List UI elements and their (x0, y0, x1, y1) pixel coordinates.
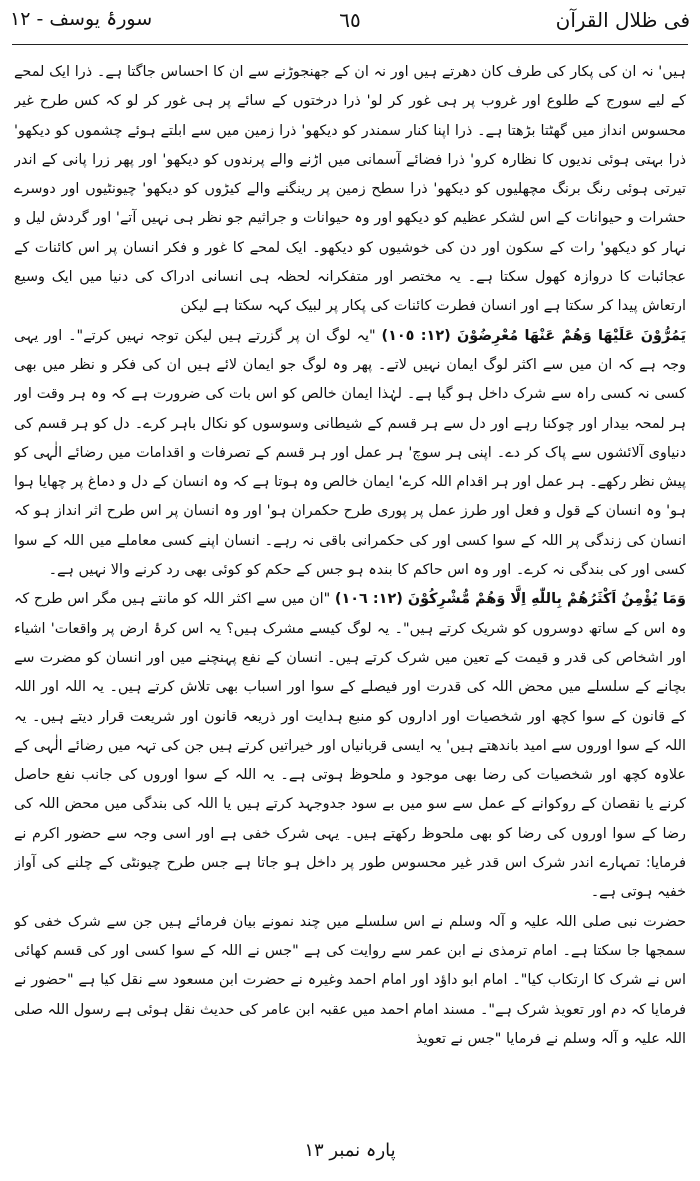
surah-title: سورۂ یوسف - ١٢ (10, 8, 153, 30)
para-number: پارہ نمبر ١٣ (304, 1140, 396, 1161)
quran-verse: وَمَا يُؤْمِنُ اَكْثَرُهُمْ بِاللّٰهِ اِلَّا وَهُمْ مُّشْرِكُوْنَ (١٢: ١٠٦) (334, 591, 686, 608)
paragraph-text: حضرت نبی صلی اللہ علیہ و آلہ وسلم نے اس سلسلے میں چند نمونے بیان فرمائے ہیں جن سے شرک خفی کو سمجھا جا سکتا ہے۔ امام ترمذی نے ابن عمر سے روایت کی ہے "جس نے اللہ کے سوا کسی اور کی قسم کھائی اس نے شرک کا ارتکاب کیا"۔ امام ابو داؤد اور امام احمد وغیرہ نے حضرت ابن مسعود سے نقل کیا ہے "حضور نے فرمایا کہ دم اور تعویذ شرک ہے"۔ مسند امام احمد میں عقبہ ابن عامر کی حدیث نقل ہوئی ہے رسول اللہ صلی اللہ علیہ و آلہ وسلم نے فرمایا "جس نے تعویذ (14, 913, 686, 1047)
paragraph-text: ہیں' نہ ان کی پکار کی طرف کان دھرتے ہیں اور نہ ان کے جھنجوڑنے سے ان کا احساس جاگتا ہے۔ ذرا ایک لمحے کے لیے سورج کے طلوع اور غروب پر ہی غور کر لو' ذرا درختوں کے سائے پر ہی غور کر لو کہ کس طرح غیر محسوس انداز میں گھٹتا بڑھتا ہے۔ ذرا اپنا کنار سمندر کو دیکھو' ذرا زمین میں سے ابلتے ہوئے چشموں کو دیکھو' ذرا بہتی ہوئی ندیوں کا نظارہ کرو' ذرا فضائے آسمانی میں اڑنے والے پرندوں کو دیکھو' اور پھر زرا پانی کے اندر تیرتی ہوئی رنگ برنگ مچھلیوں کو دیکھو' ذرا سطح زمین پر رینگنے والے کیڑوں کو دیکھو' چیونٹیوں اور دوسرے حشرات و حیوانات کے اس لشکر عظیم کو دیکھو اور وہ حیوانات و جراثیم جو نظر ہی نہیں آتے' اور گردش لیل و نہار کو دیکھو' رات کے سکون اور دن کی خوشیوں کو دیکھو۔ ایک لمحے کا غور و فکر انسان پر اس کائنات کے عجائبات کا دروازہ کھول سکتا ہے۔ یہ مختصر اور متفکرانہ لحظہ ہی انسانی ادراک کی دنیا میں ایک وسیع ارتعاش پیدا کر سکتا ہے اور انسان فطرت کائنات کی پکار پر لبیک کہہ سکتا ہے لیکن (14, 64, 686, 315)
paragraph-text: "ان میں سے اکثر اللہ کو مانتے ہیں مگر اس طرح کہ وہ اس کے ساتھ دوسروں کو شریک کرتے ہیں"۔ یہ لوگ کیسے مشرک ہیں؟ یہ اس کرۂ ارض پر واقعات' اشیاء اور اشخاص کی قدر و قیمت کے تعین میں شرک کرتے ہیں۔ انسان کے نفع پہنچنے میں اور انسان کو مضرت سے بچانے کے سلسلے میں محض اللہ کی قدرت اور فیصلے کے سوا اور اسباب بھی تلاش کرتے ہیں۔ یہ اللہ اور اللہ کے قانون کے سوا کچھ اور شخصیات اور اداروں کو منبع ہدایت اور ذریعہ قانون اور شریعت قرار دیتے ہیں۔ یہ اللہ کے سوا اوروں سے امید باندھتے ہیں' یہ ایسی قربانیاں اور خیراتیں کرتے ہیں جن کی تہہ میں رضائے الٰہی کے علاوہ کچھ اور شخصیات کی رضا بھی موجود و ملحوظ ہوتی ہے۔ یہ اللہ کے سوا اوروں کی جانب نفع حاصل کرنے یا نقصان کے روکوانے کے عمل سے سو میں بے سود جدوجہد کرتے ہیں یا اللہ کی بندگی میں محض اللہ کی رضا کے سوا اوروں کی رضا کو بھی ملحوظ رکھتے ہیں۔ یہی شرک خفی ہے اور اسی وجہ سے حضور اکرم نے فرمایا: تمہارے اندر شرک اس قدر غیر محسوس طور پر داخل ہو جاتا ہے جس طرح چیونٹی کے چلنے کی آواز خفیہ ہوتی ہے۔ (14, 591, 686, 901)
paragraph-text: "یہ لوگ ان پر گزرتے ہیں لیکن توجہ نہیں کرتے"۔ اور یہی وجہ ہے کہ ان میں سے اکثر لوگ ایمان نہیں لاتے۔ پھر وہ لوگ جو ایمان لائے ہیں ان کی فکر و نظر میں بھی کسی نہ کسی راہ سے شرک داخل ہو گیا ہے۔ لہٰذا ایمان خالص کو اس بات کی ضرورت ہے کہ وہ ہر وقت اور ہر لمحہ بیدار اور چوکنا رہے اور دل سے ہر قسم کے شیطانی وسوسوں کو نکال باہر کرے۔ دل کو ہر قسم کی دنیاوی آلائشوں سے پاک کر دے۔ اپنی ہر سوچ' ہر عمل اور ہر قسم کے تصرفات و اقدامات میں رضائے الٰہی کو پیش نظر رکھے۔ ہر عمل اور ہر اقدام اللہ کرے' ایمان خالص وہ ہوتا ہے کہ وہ انسان کے دل و دماغ پر چھایا ہوا ہو' وہ انسان کے قول و فعل اور طرز عمل پر پوری طرح حکمران ہو' اور وہ انسان پر اس طرح اثر انداز ہو کہ انسان کی زندگی پر اللہ کے سوا کسی اور کی حکمرانی باقی نہ رہے۔ انسان اپنے کسی معاملے میں اللہ کے سوا کسی اور کی بندگی نہ کرے۔ اور وہ اس حاکم کا بندہ ہو جس کے حکم کو کوئی بھی رد کرنے والا نہیں ہے۔ (14, 327, 686, 579)
page-header (10, 0, 690, 44)
paragraph (14, 908, 686, 1054)
quran-verse: يَمُرُّوْنَ عَلَيْهَا وَهُمْ عَنْهَا مُعْرِضُوْنَ (١٢: ١٠٥) (381, 327, 686, 344)
page-footer (0, 1140, 700, 1161)
page-body (14, 58, 686, 1126)
header-rule (12, 44, 688, 45)
page-number: ٦٥ (339, 8, 361, 32)
paragraph (14, 585, 686, 907)
paragraph (14, 58, 686, 322)
paragraph (14, 322, 686, 586)
book-title: فی ظلال القرآن (555, 8, 690, 32)
